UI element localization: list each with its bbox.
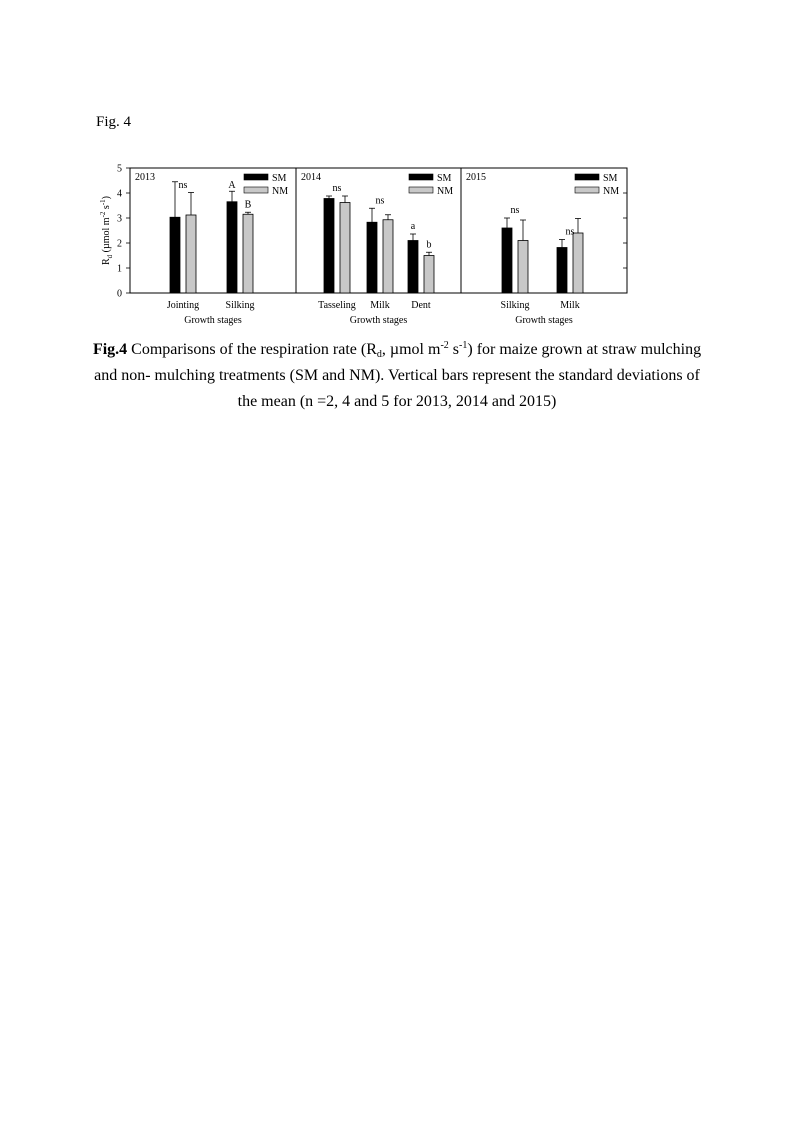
bar (367, 222, 377, 293)
y-tick-label: 4 (117, 188, 122, 200)
legend-label: NM (272, 186, 289, 197)
x-tick-label: Silking (225, 300, 255, 311)
bar (227, 202, 237, 293)
bar (502, 228, 512, 293)
y-axis-label-part: -2 (99, 211, 107, 218)
y-tick-label: 1 (117, 263, 122, 275)
bar (424, 256, 434, 294)
legend-swatch (409, 174, 433, 180)
significance-label: a (410, 221, 416, 232)
bar (170, 217, 180, 293)
legend-swatch (244, 187, 268, 193)
y-axis-label-part: s (101, 205, 112, 212)
significance-label: ns (332, 183, 342, 194)
y-axis-label-part: ) (101, 195, 112, 200)
y-axis-label-part: R (101, 258, 112, 266)
significance-label: b (426, 239, 432, 251)
significance-label: A (228, 180, 236, 191)
legend-label: SM (603, 173, 618, 184)
bar (340, 203, 350, 294)
y-tick-label: 2 (117, 238, 122, 250)
significance-label: ns (178, 180, 188, 191)
x-tick-label: Silking (500, 300, 530, 311)
caption-superscript-2: -1 (459, 340, 468, 351)
x-axis-label: Growth stages (349, 315, 408, 326)
caption-text-2: , µmol m (381, 341, 441, 358)
x-axis-label: Growth stages (515, 315, 573, 326)
panel-label: 2014 (301, 172, 321, 183)
respiration-rate-chart (0, 0, 793, 340)
bar (518, 241, 528, 294)
legend-swatch (409, 187, 433, 193)
significance-label: ns (375, 195, 385, 207)
panel-label: 2013 (135, 172, 155, 183)
y-tick-label: 3 (117, 213, 122, 225)
x-tick-label: Milk (560, 300, 580, 311)
legend-label: NM (603, 186, 620, 197)
y-axis-label (99, 196, 114, 265)
bar (383, 220, 393, 293)
figure-caption (90, 337, 704, 415)
legend-label: NM (437, 186, 454, 197)
caption-label: Fig.4 (92, 341, 128, 358)
bar (186, 215, 196, 293)
x-tick-label: Milk (370, 300, 390, 311)
x-tick-label: Jointing (166, 300, 200, 311)
significance-label: ns (565, 226, 575, 238)
caption-superscript-1: -2 (440, 340, 449, 351)
caption-text-3: s (448, 341, 460, 358)
bar (243, 214, 253, 293)
y-tick-label: 0 (117, 288, 122, 300)
bar (324, 199, 334, 294)
caption-text-4: ) for maize grown at straw mulching and non- mulching treatments (SM and NM). Vertical bars represent the standard deviations of the mean (n =2, 4 and 5 for 2013, 2014 and 2015) (94, 341, 702, 410)
caption-text-1: Comparisons of the respiration rate (R (127, 341, 377, 358)
x-axis-label: Growth stages (184, 315, 242, 326)
legend-swatch (244, 174, 268, 180)
y-axis-label-part: -1 (99, 199, 107, 206)
figure-label: Fig. 4 (96, 114, 132, 130)
panel-label: 2015 (466, 172, 486, 183)
legend-label: SM (437, 173, 452, 184)
caption-subscript: d (376, 349, 382, 360)
significance-label: B (244, 199, 252, 211)
y-tick-label: 5 (117, 163, 122, 175)
x-tick-label: Tasseling (318, 300, 356, 311)
x-tick-label: Dent (411, 300, 431, 311)
bar (557, 248, 567, 294)
bar (573, 233, 583, 293)
bar (408, 241, 418, 294)
legend-swatch (575, 187, 599, 193)
legend-label: SM (272, 173, 287, 184)
legend-swatch (575, 174, 599, 180)
y-axis-label-part: (µmol m (101, 217, 112, 255)
significance-label: ns (510, 205, 520, 216)
y-axis-label-part: d (106, 254, 114, 259)
